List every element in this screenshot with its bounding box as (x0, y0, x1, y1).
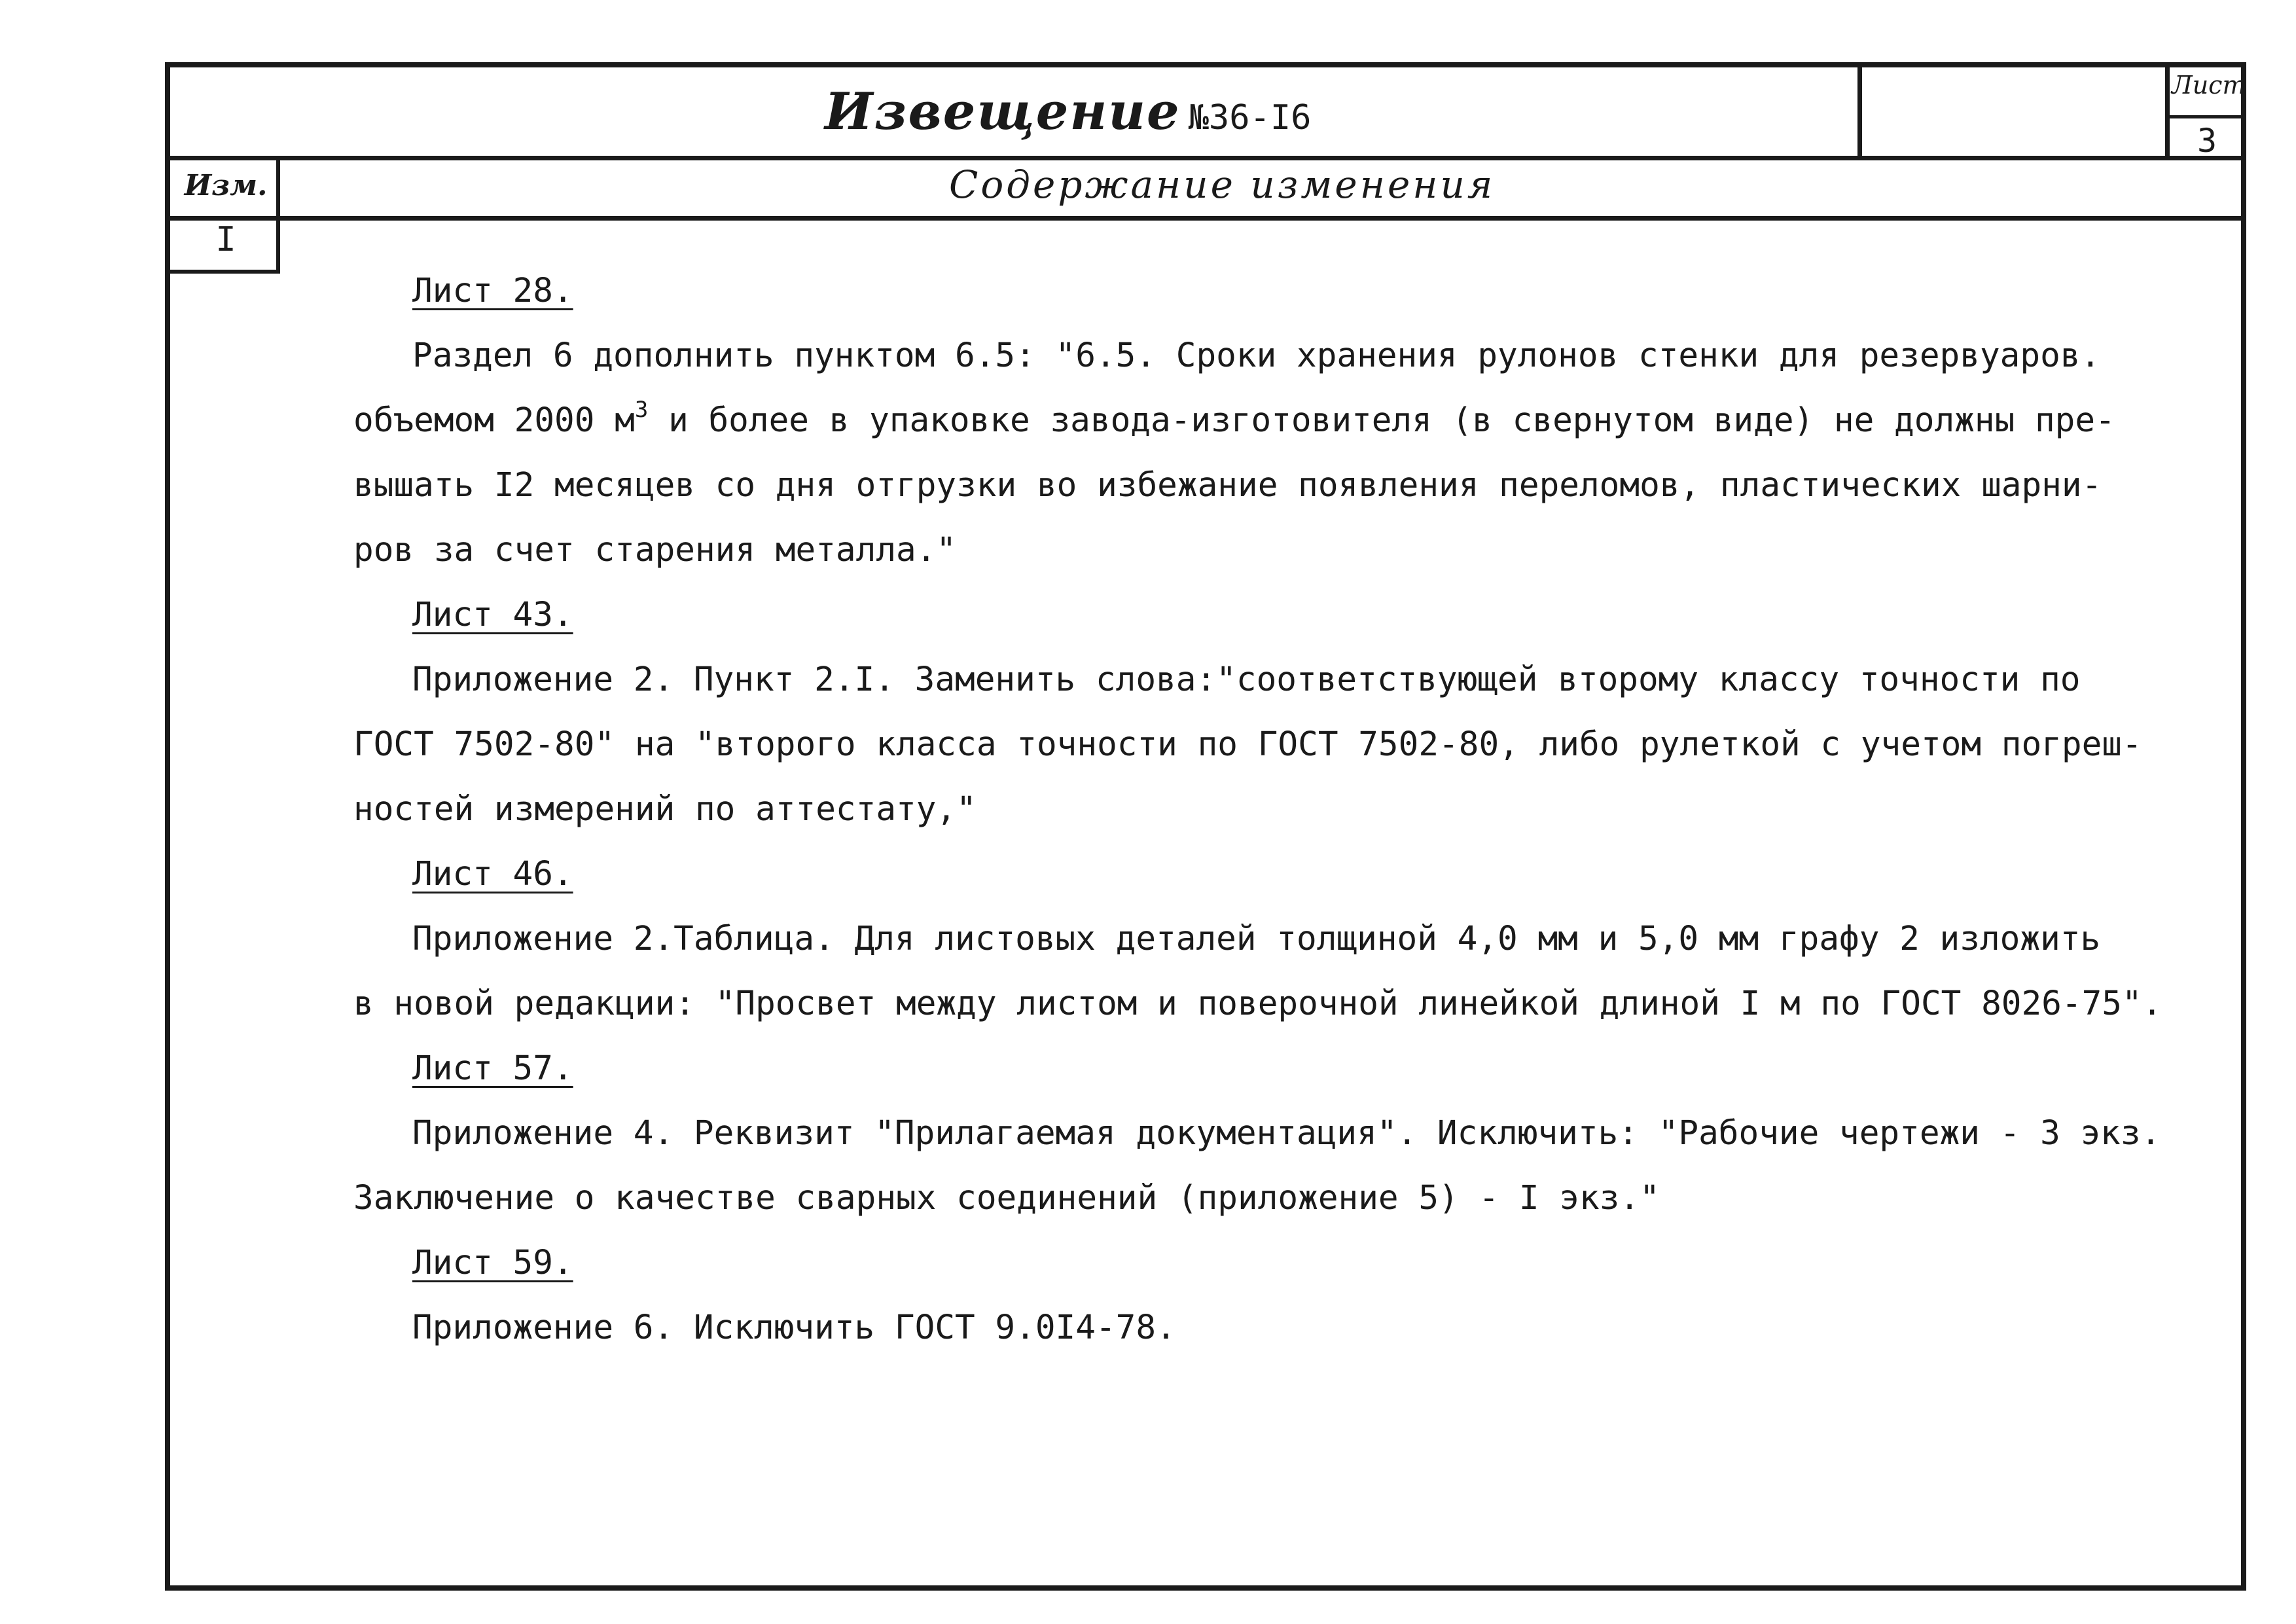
text-line: Приложение 6. Исключить ГОСТ 9.0I4-78. (412, 1308, 1176, 1347)
text-line: в новой редакции: "Просвет между листом и поверочной линейкой длиной I м по ГОСТ 8026-75". (353, 984, 2162, 1023)
content-title: Содержание изменения (949, 162, 1496, 207)
sheet-box-divider (2165, 115, 2246, 118)
header-box-left-border (1857, 62, 1862, 159)
text-line: Заключение о качестве сварных соединений (приложение 5) - I экз." (353, 1179, 1660, 1218)
notice-number: №36-I6 (1188, 98, 1312, 137)
text-line: Приложение 4. Реквизит "Прилагаемая документация". Исключить: "Рабочие чертежи - 3 экз. (412, 1114, 2161, 1153)
change-label: Изм. (184, 169, 268, 202)
change-content (353, 259, 2238, 1360)
sheet-label: Лист (2172, 71, 2246, 99)
text-line: Приложение 2. Пункт 2.I. Заменить слова:"соответствующей второму классу точности по (412, 660, 2081, 699)
text-line: Приложение 2.Таблица. Для листовых деталей толщиной 4,0 мм и 5,0 мм графу 2 изложить (412, 920, 2101, 958)
sheet-number: 3 (2197, 122, 2217, 160)
section-sheet-heading: Лист 28. (412, 272, 573, 310)
section-sheet-heading: Лист 59. (412, 1244, 573, 1282)
change-number: I (215, 220, 236, 259)
sheet-box-left-border (2165, 62, 2170, 159)
notice-title-text: Извещение (825, 82, 1181, 141)
text-line: вышать I2 месяцев со дня отгрузки во избежание появления переломов, пластических шарни- (353, 466, 2102, 505)
text-line: ностей измерений по аттестату," (353, 790, 977, 829)
text-line: объемом 2000 $м^3$ и более в упаковке завода-изготовителя (в свернутом виде) не должны пре- (353, 397, 2115, 440)
subheader-divider (165, 216, 2246, 221)
section-sheet-heading: Лист 46. (412, 855, 573, 893)
superscript: 3 (634, 397, 649, 423)
text-line: Раздел 6 дополнить пунктом 6.5: "6.5. Сроки хранения рулонов стенки для резервуаров. (412, 336, 2101, 375)
text-line: ров за счет старения металла." (353, 531, 957, 569)
header-divider (165, 156, 2246, 160)
section-sheet-heading: Лист 57. (412, 1049, 573, 1088)
section-sheet-heading: Лист 43. (412, 596, 573, 634)
izm-box-bottom-border (165, 270, 280, 274)
notice-title (825, 82, 1312, 141)
text-line: ГОСТ 7502-80" на "второго класса точности по ГОСТ 7502-80, либо рулеткой с учетом погреш- (353, 725, 2142, 764)
